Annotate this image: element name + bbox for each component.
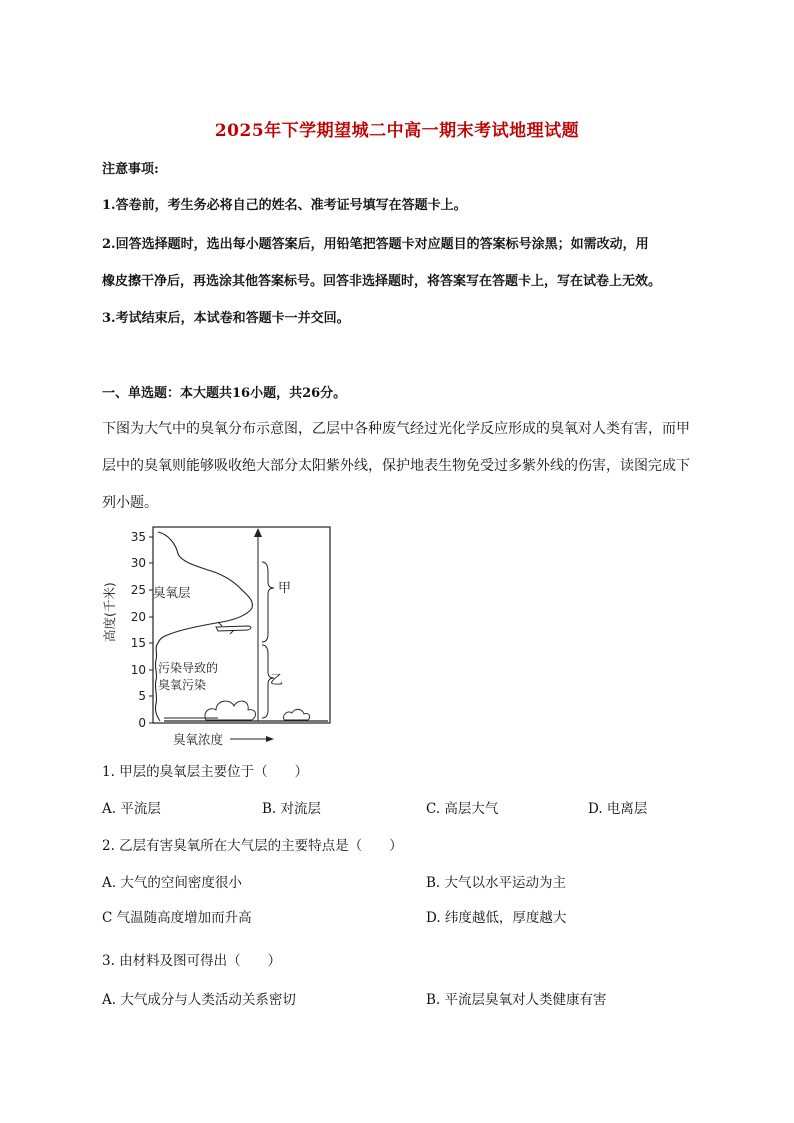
q1-option-d[interactable]: D. 电离层 — [588, 801, 648, 817]
label-jia: 甲 — [278, 581, 292, 596]
ytick-30: 30 — [130, 556, 146, 570]
x-axis-arrow-head — [266, 736, 274, 742]
notice-item-1: 1.答卷前，考生务必将自己的姓名、准考证号填写在答题卡上。 — [102, 198, 467, 213]
q1-option-a[interactable]: A. 平流层 — [102, 801, 161, 817]
notice-heading: 注意事项: — [102, 162, 159, 177]
notice-item-3: 3.考试结束后，本试卷和答题卡一并交回。 — [102, 311, 350, 326]
q2-option-c[interactable]: C 气温随高度增加而升高 — [102, 910, 252, 926]
intro-line-2: 层中的臭氧则能够吸收绝大部分太阳紫外线，保护地表生物免受过多紫外线的伤害，读图完成下 — [102, 458, 690, 474]
q1-option-c[interactable]: C. 高层大气 — [426, 801, 499, 817]
page-title: 2025年下学期望城二中高一期末考试地理试题 — [214, 121, 580, 141]
altitude-arrow-head — [254, 528, 262, 537]
airplane-icon — [216, 622, 251, 634]
label-pollution-line2: 臭氧污染 — [158, 678, 207, 692]
intro-line-1: 下图为大气中的臭氧分布示意图，乙层中各种废气经过光化学反应形成的臭氧对人类有害，而甲 — [102, 421, 690, 437]
q1-option-b[interactable]: B. 对流层 — [262, 801, 322, 817]
intro-line-3: 列小题。 — [102, 495, 158, 511]
question-1-stem: 1. 甲层的臭氧层主要位于（ ） — [102, 764, 309, 780]
label-yi: 乙 — [270, 673, 284, 688]
q3-option-a[interactable]: A. 大气成分与人类活动关系密切 — [102, 992, 296, 1008]
ytick-0: 0 — [138, 716, 146, 730]
ytick-20: 20 — [130, 610, 146, 624]
x-axis-label: 臭氧浓度 — [173, 732, 224, 747]
label-pollution-line1: 污染导致的 — [158, 661, 219, 675]
notice-item-2: 2.回答选择题时，选出每小题答案后，用铅笔把答题卡对应题目的答案标号涂黑；如需改动，用 — [102, 237, 649, 252]
notice-item-2-cont: 橡皮擦干净后，再选涂其他答案标号。回答非选择题时，将答案写在答题卡上，写在试卷上无效。 — [102, 274, 662, 289]
ozone-figure — [98, 522, 338, 752]
question-2-stem: 2. 乙层有害臭氧所在大气层的主要特点是（ ） — [102, 838, 403, 854]
brace-jia — [262, 562, 274, 642]
ytick-35: 35 — [130, 530, 146, 544]
question-3-stem: 3. 由材料及图可得出（ ） — [102, 953, 282, 969]
q2-option-b[interactable]: B. 大气以水平运动为主 — [426, 875, 567, 891]
y-axis-label: 高度(千米) — [102, 582, 117, 642]
q2-option-d[interactable]: D. 纬度越低，厚度越大 — [426, 910, 567, 926]
ytick-25: 25 — [130, 583, 146, 597]
q2-option-a[interactable]: A. 大气的空间密度很小 — [102, 875, 242, 891]
label-ozone-layer: 臭氧层 — [153, 585, 191, 600]
ytick-15: 15 — [130, 636, 146, 650]
section-heading: 一、单选题：本大题共16小题，共26分。 — [102, 386, 347, 401]
ytick-5: 5 — [138, 689, 146, 703]
smog-clouds-icon — [205, 701, 310, 720]
ytick-10: 10 — [130, 663, 146, 677]
q3-option-b[interactable]: B. 平流层臭氧对人类健康有害 — [426, 992, 607, 1008]
